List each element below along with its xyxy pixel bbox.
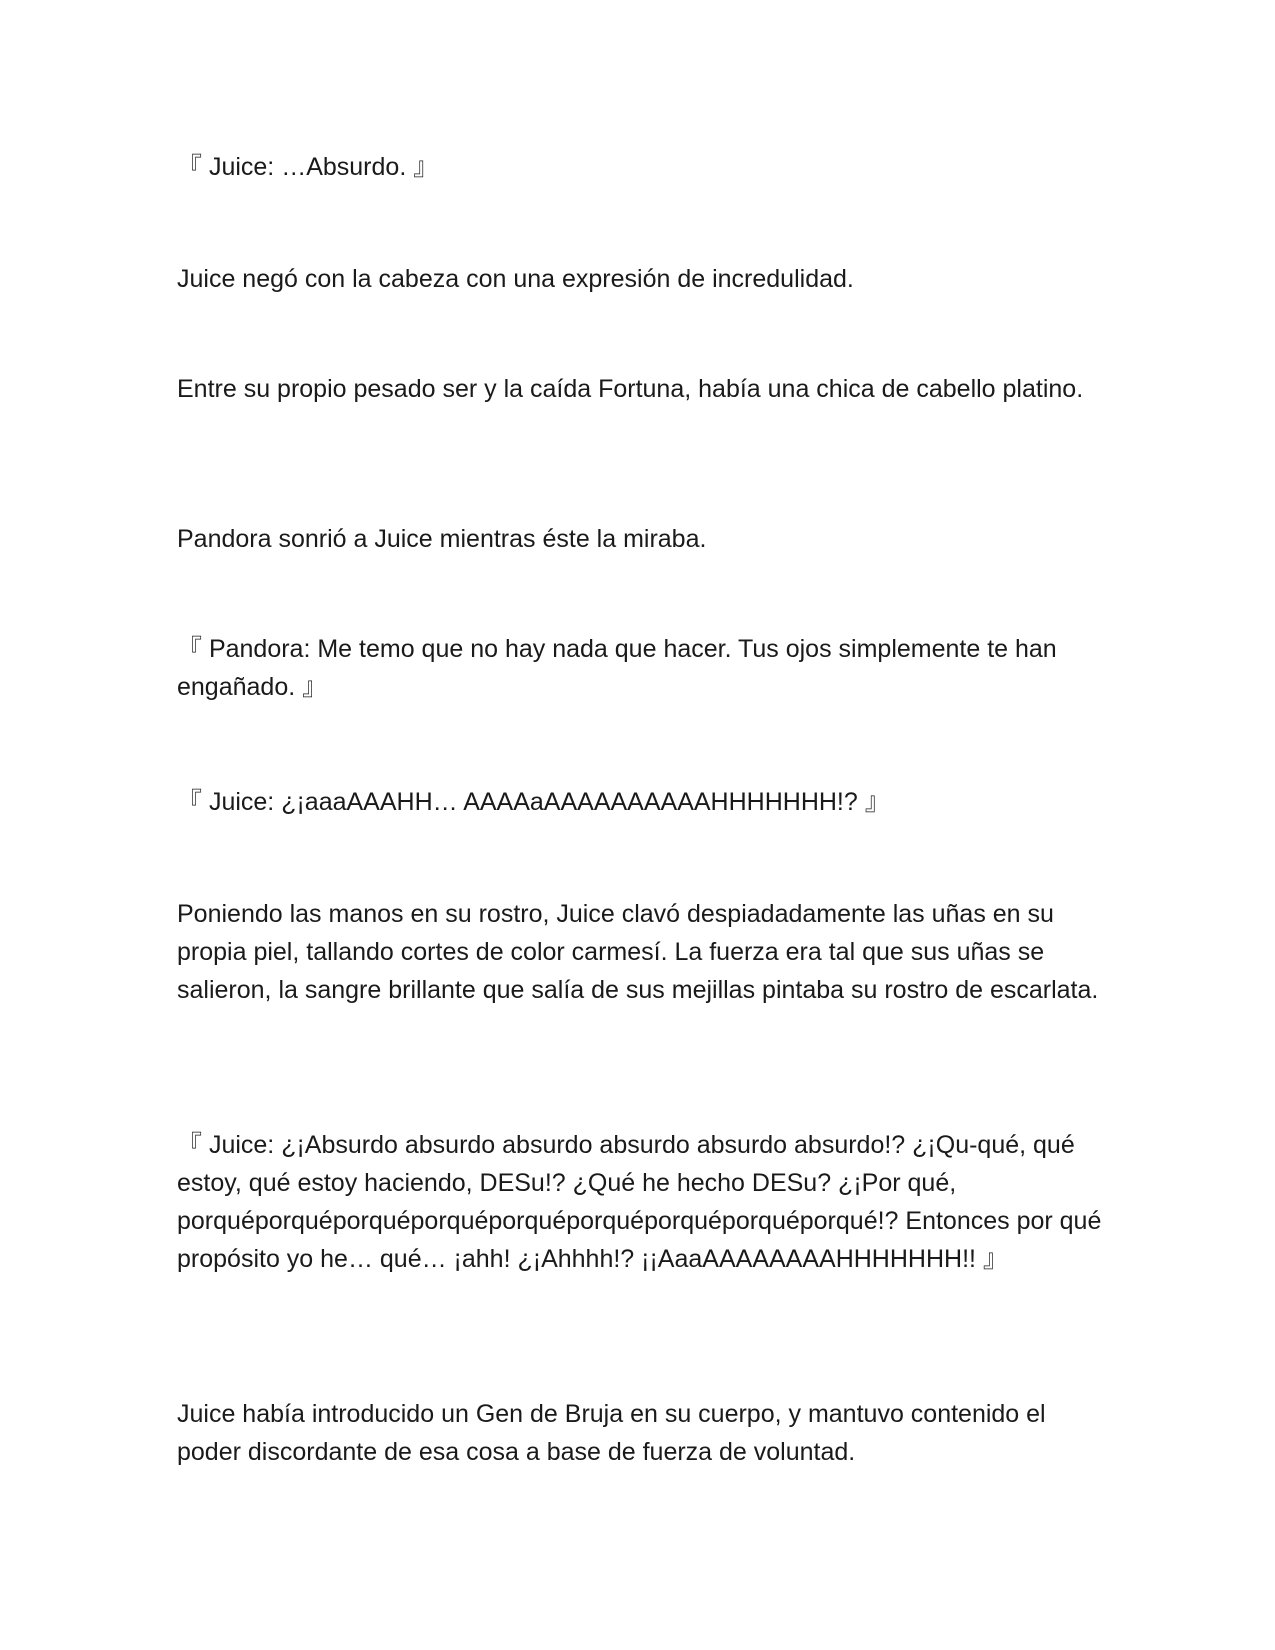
dialogue-juice-rant: 『 Juice: ¿¡Absurdo absurdo absurdo absurdo absurdo absurdo!? ¿¡Qu-qué, qué estoy, qué estoy haciendo, DESu!? ¿Qué he hecho DESu? ¿¡Por qué, porquéporquéporquéporquéporquéporquéporquéporquéporqué!? Entonces por qué propósito yo he… qué… ¡ahh! ¿¡Ahhhh!? ¡¡AaaAAAAAAAAHHHHHHH!! 』 [177, 1131, 1102, 1273]
dialogue-juice-absurdo: 『 Juice: …Absurdo. 』 [177, 153, 439, 181]
narration-paragraph: Juice había introducido un Gen de Bruja en su cuerpo, y mantuvo contenido el poder discordante de esa cosa a base de fuerza de voluntad. [177, 1400, 1046, 1466]
dialogue-pandora: 『 Pandora: Me temo que no hay nada que hacer. Tus ojos simplemente te han engañado. 』 [177, 635, 1057, 701]
narration-paragraph: Juice negó con la cabeza con una expresión de incredulidad. [177, 265, 854, 293]
narration-paragraph: Entre su propio pesado ser y la caída Fortuna, había una chica de cabello platino. [177, 375, 1084, 403]
narration-paragraph: Poniendo las manos en su rostro, Juice clavó despiadadamente las uñas en su propia piel, tallando cortes de color carmesí. La fuerza era tal que sus uñas se salieron, la sangre brillante que salía de sus mejillas pintaba su rostro de escarlata. [177, 900, 1099, 1004]
dialogue-juice-scream: 『 Juice: ¿¡aaaAAAHH… AAAAaAAAAAAAAAAHHHHHHH!? 』 [177, 788, 890, 816]
narration-paragraph: Pandora sonrió a Juice mientras éste la miraba. [177, 525, 707, 553]
